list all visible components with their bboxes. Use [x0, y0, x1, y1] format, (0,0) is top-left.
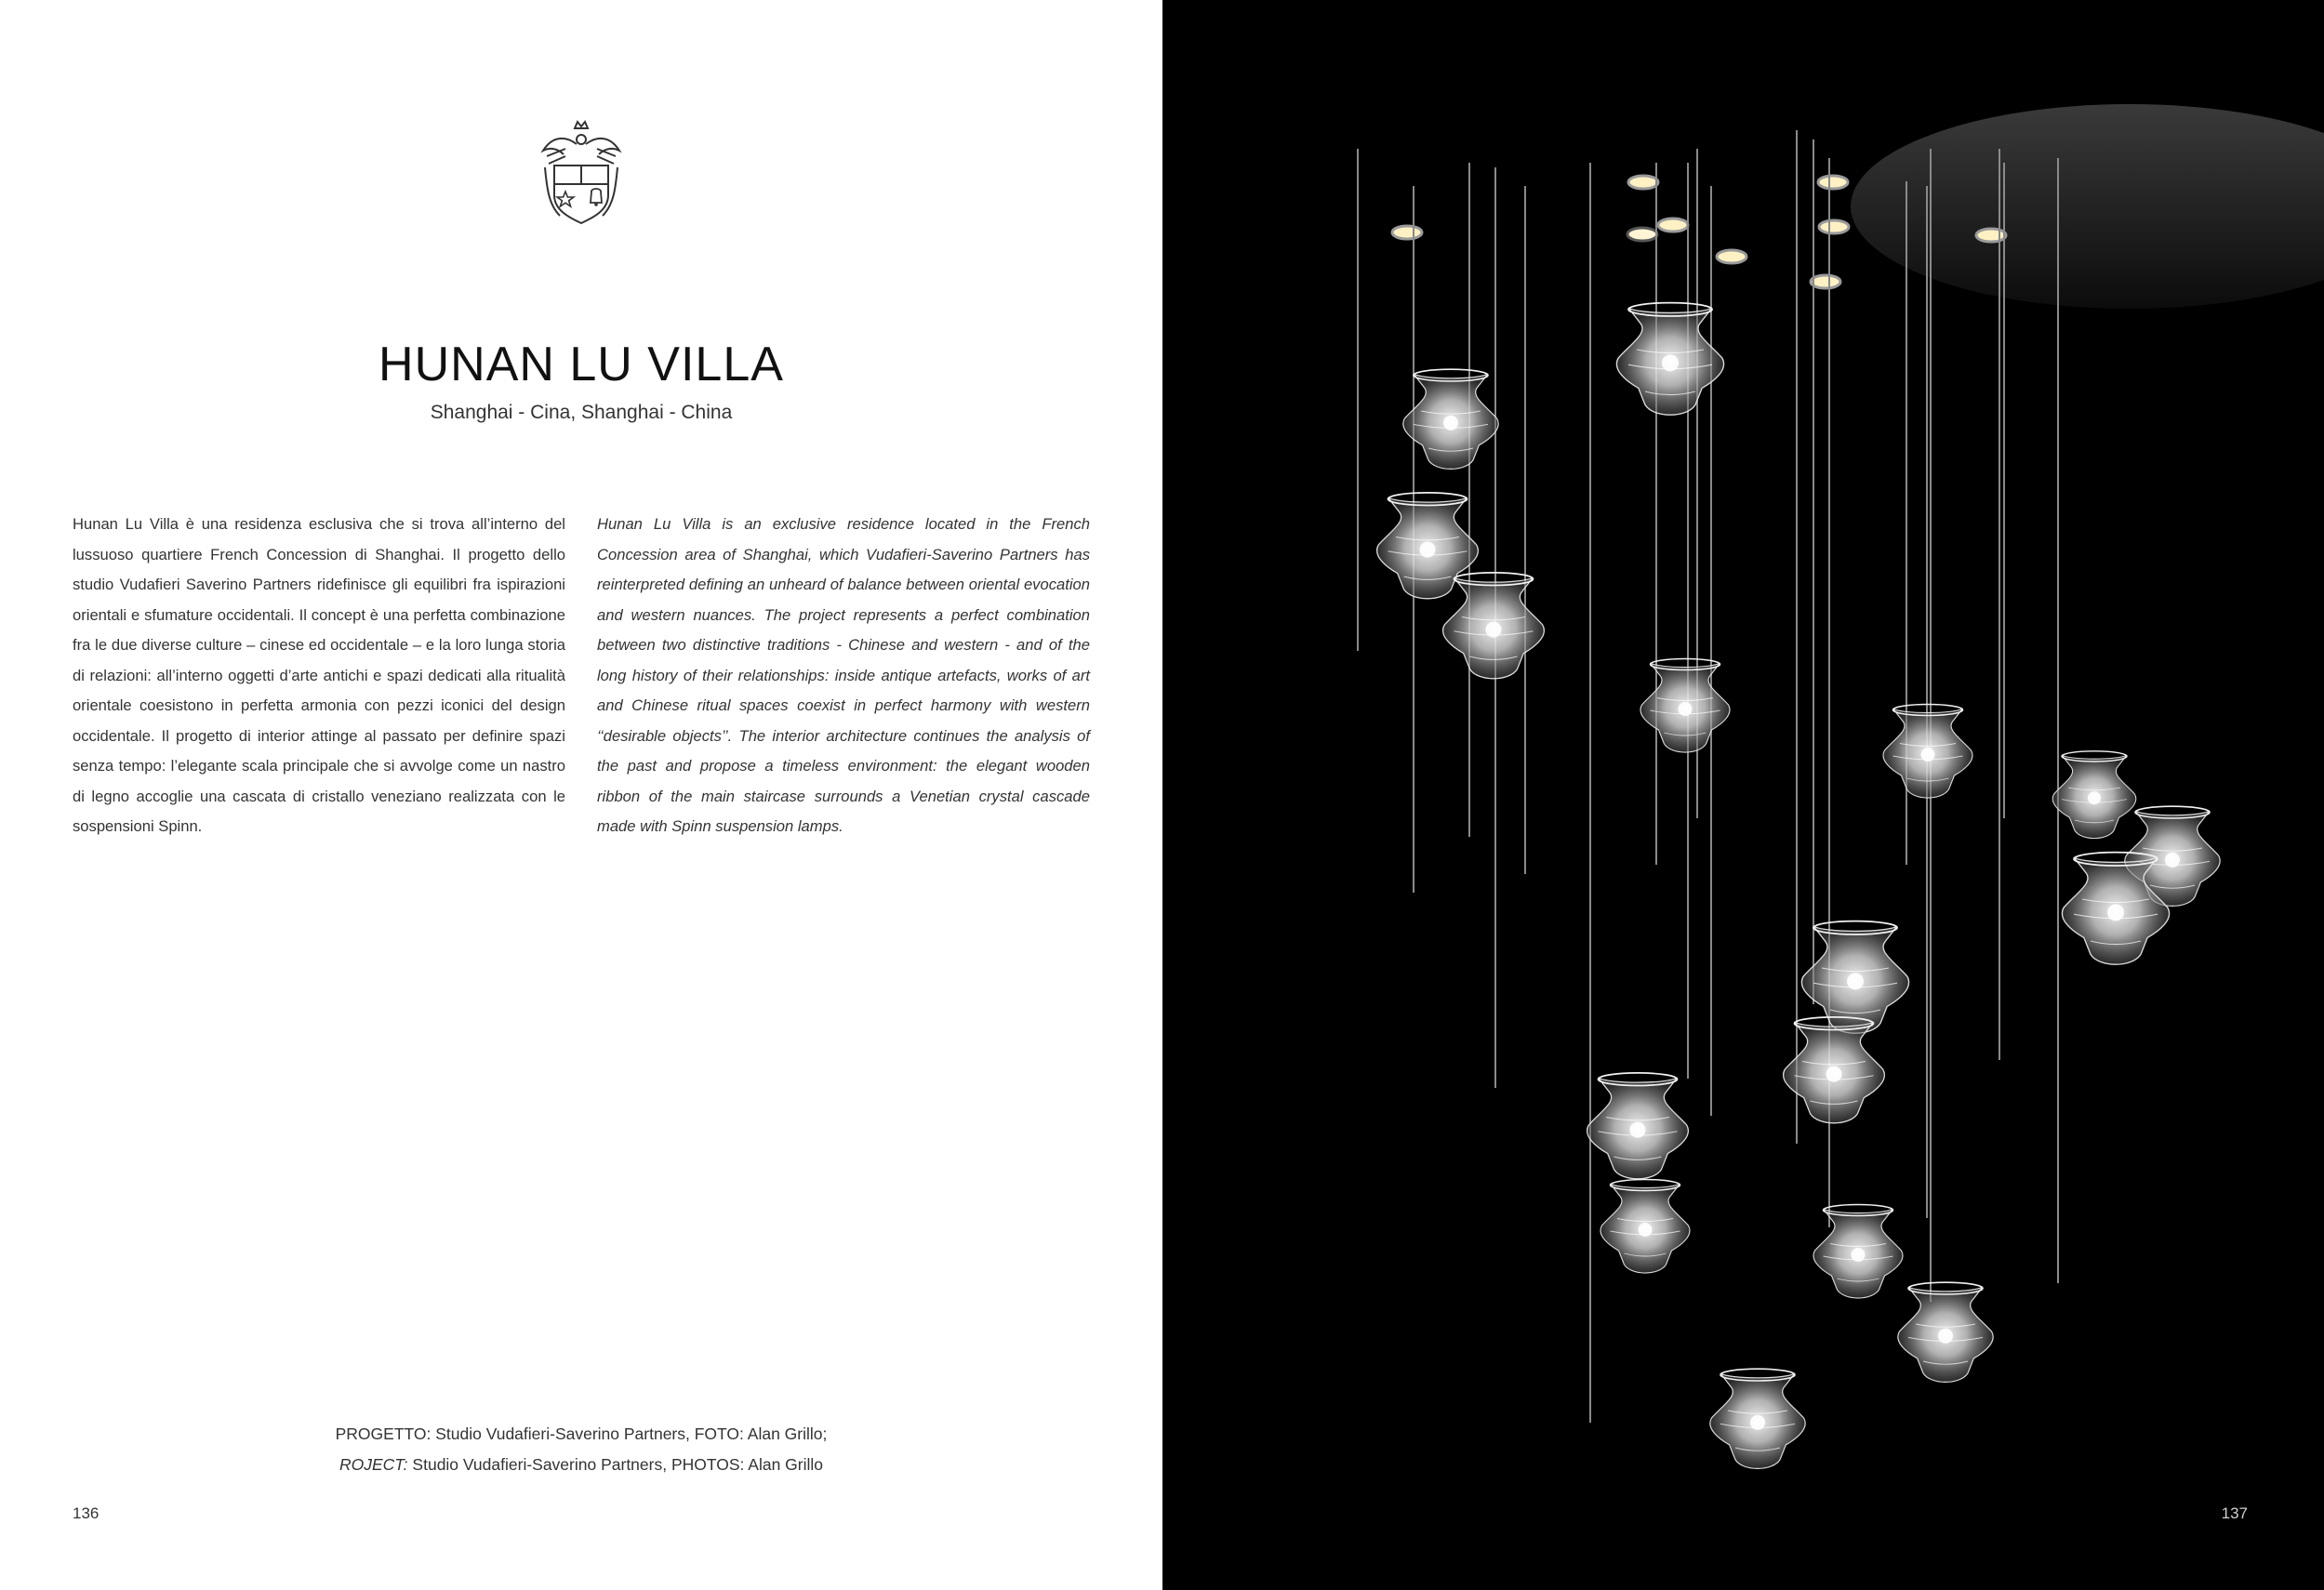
page-number-left: 136	[73, 1504, 100, 1522]
credit-line-english	[0, 1450, 1162, 1480]
crystal-chandelier-cascade-photo	[1162, 0, 2324, 1590]
italian-description: Hunan Lu Villa è una residenza esclusiva che si trova all’interno del lussuoso quartiere French Concession di Shanghai. Il progetto dello studio Vudafieri Saverino Partners ridefinisce gli equilibri fra ispirazioni orientali e sfumature occidentali. Il concept è una perfetta combinazione fra le due diverse culture – cinese ed occidentale – e la loro lunga storia di relazioni: all’interno oggetti d’arte antichi e spazi dedicati alla ritualità orientale coesistono in perfetta armonia con pezzi iconici del design occidentale. Il progetto di interior attinge al passato per definire spazi senza tempo: l’elegante scala principale che si avvolge come un nastro di legno accoglie una cascata di cristallo veneziano realizzata con le sospensioni Spinn.	[73, 515, 565, 835]
credits	[0, 1419, 1162, 1480]
credit-text: Studio Vudafieri-Saverino Partners, PHOTOS: Alan Grillo	[407, 1455, 824, 1474]
credit-label: ROJECT:	[339, 1455, 408, 1474]
page-title: HUNAN LU VILLA	[378, 338, 784, 391]
coat-of-arms-icon	[538, 119, 625, 227]
right-page	[1162, 0, 2324, 1590]
english-description: Hunan Lu Villa is an exclusive residence located in the French Concession area of Shanghai, which Vudafieri-Saverino Partners has reinterpreted defining an unheard of balance between oriental evocation and western nuances. The project represents a perfect combination between two distinctive traditions - Chinese and western - and of the long history of their relationships: inside antique artefacts, works of art and Chinese ritual spaces coexist in perfect harmony with western ‘‘desirable objects’’. The interior architecture continues the analysis of the past and propose a timeless environment: the elegant wooden ribbon of the main staircase surrounds a Venetian crystal cascade made with Spinn suspension lamps.	[597, 515, 1090, 835]
page-number-right: 137	[2221, 1504, 2248, 1522]
location-subtitle: Shanghai - Cina, Shanghai - China	[430, 402, 733, 423]
credit-line-italian: PROGETTO: Studio Vudafieri-Saverino Partners, FOTO: Alan Grillo;	[335, 1424, 828, 1443]
